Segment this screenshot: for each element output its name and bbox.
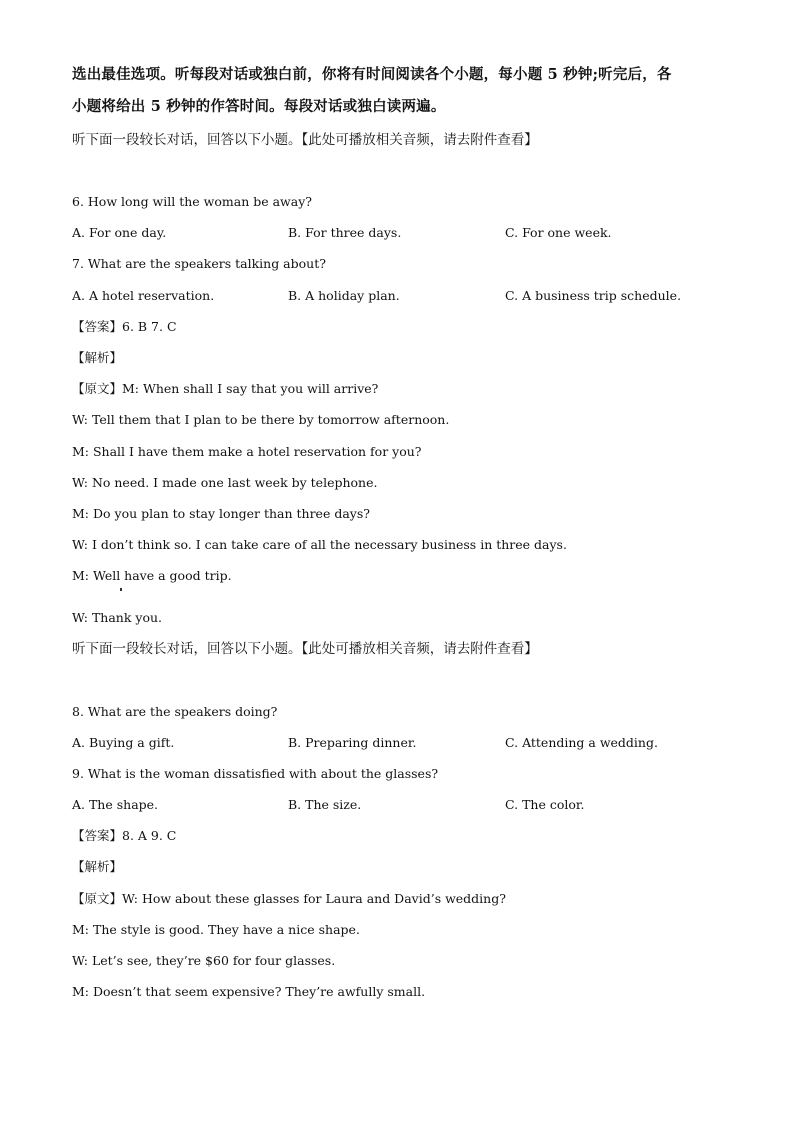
transcript-1-line-3: M: Shall I have them make a hotel reservation for you? <box>72 444 422 459</box>
answer-1: 【答案】6. B 7. C <box>72 319 177 334</box>
q7-option-a: A. A hotel reservation. <box>72 288 215 303</box>
transcript-1-line-5: M: Do you plan to stay longer than three days? <box>72 506 370 521</box>
question-8: 8. What are the speakers doing? <box>72 704 278 719</box>
section2-prompt: 听下面一段较长对话，回答以下小题。【此处可播放相关音频，请去附件查看】 <box>72 641 538 657</box>
q6-option-b: B. For three days. <box>288 225 402 240</box>
transcript-1-line-1: 【原文】M: When shall I say that you will arrive? <box>72 381 379 396</box>
transcript-1-line-6: W: I don’t think so. I can take care of all the necessary business in three days. <box>72 537 567 552</box>
q7-option-c: C. A business trip schedule. <box>505 288 682 303</box>
transcript-1-line-4: W: No need. I made one last week by telephone. <box>72 475 378 490</box>
analysis-label-1: 【解析】 <box>72 350 123 365</box>
intro-line-2: 小题将给出 5 秒钟的作答时间。每段对话或独白读两遍。 <box>72 98 446 115</box>
q8-option-b: B. Preparing dinner. <box>288 735 417 750</box>
q8-option-c: C. Attending a wedding. <box>505 735 658 750</box>
answer-2: 【答案】8. A 9. C <box>72 828 177 843</box>
transcript-1-line-7: M: Well have a good trip. <box>72 568 232 583</box>
q9-option-c: C. The color. <box>505 797 585 812</box>
q7-option-b: B. A holiday plan. <box>288 288 400 303</box>
question-9: 9. What is the woman dissatisfied with about the glasses? <box>72 766 439 781</box>
comma-mark <box>120 588 122 591</box>
transcript-1-line-2: W: Tell them that I plan to be there by tomorrow afternoon. <box>72 412 450 427</box>
question-7: 7. What are the speakers talking about? <box>72 256 326 271</box>
transcript-1-line-8: W: Thank you. <box>72 610 162 625</box>
intro-line-1: 选出最佳选项。听每段对话或独白前，你将有时间阅读各个小题，每小题 5 秒钟;听完后，各 <box>72 66 672 83</box>
transcript-2-line-2: M: The style is good. They have a nice shape. <box>72 922 360 937</box>
q8-option-a: A. Buying a gift. <box>72 735 175 750</box>
q6-option-a: A. For one day. <box>72 225 167 240</box>
q9-option-a: A. The shape. <box>72 797 159 812</box>
transcript-2-line-4: M: Doesn’t that seem expensive? They’re awfully small. <box>72 984 426 999</box>
question-6: 6. How long will the woman be away? <box>72 194 312 209</box>
q9-option-b: B. The size. <box>288 797 362 812</box>
q6-option-c: C. For one week. <box>505 225 612 240</box>
transcript-2-line-3: W: Let’s see, they’re $60 for four glasses. <box>72 953 336 968</box>
section1-prompt: 听下面一段较长对话，回答以下小题。【此处可播放相关音频，请去附件查看】 <box>72 132 538 148</box>
analysis-label-2: 【解析】 <box>72 859 123 874</box>
transcript-2-line-1: 【原文】W: How about these glasses for Laura and David’s wedding? <box>72 891 506 906</box>
